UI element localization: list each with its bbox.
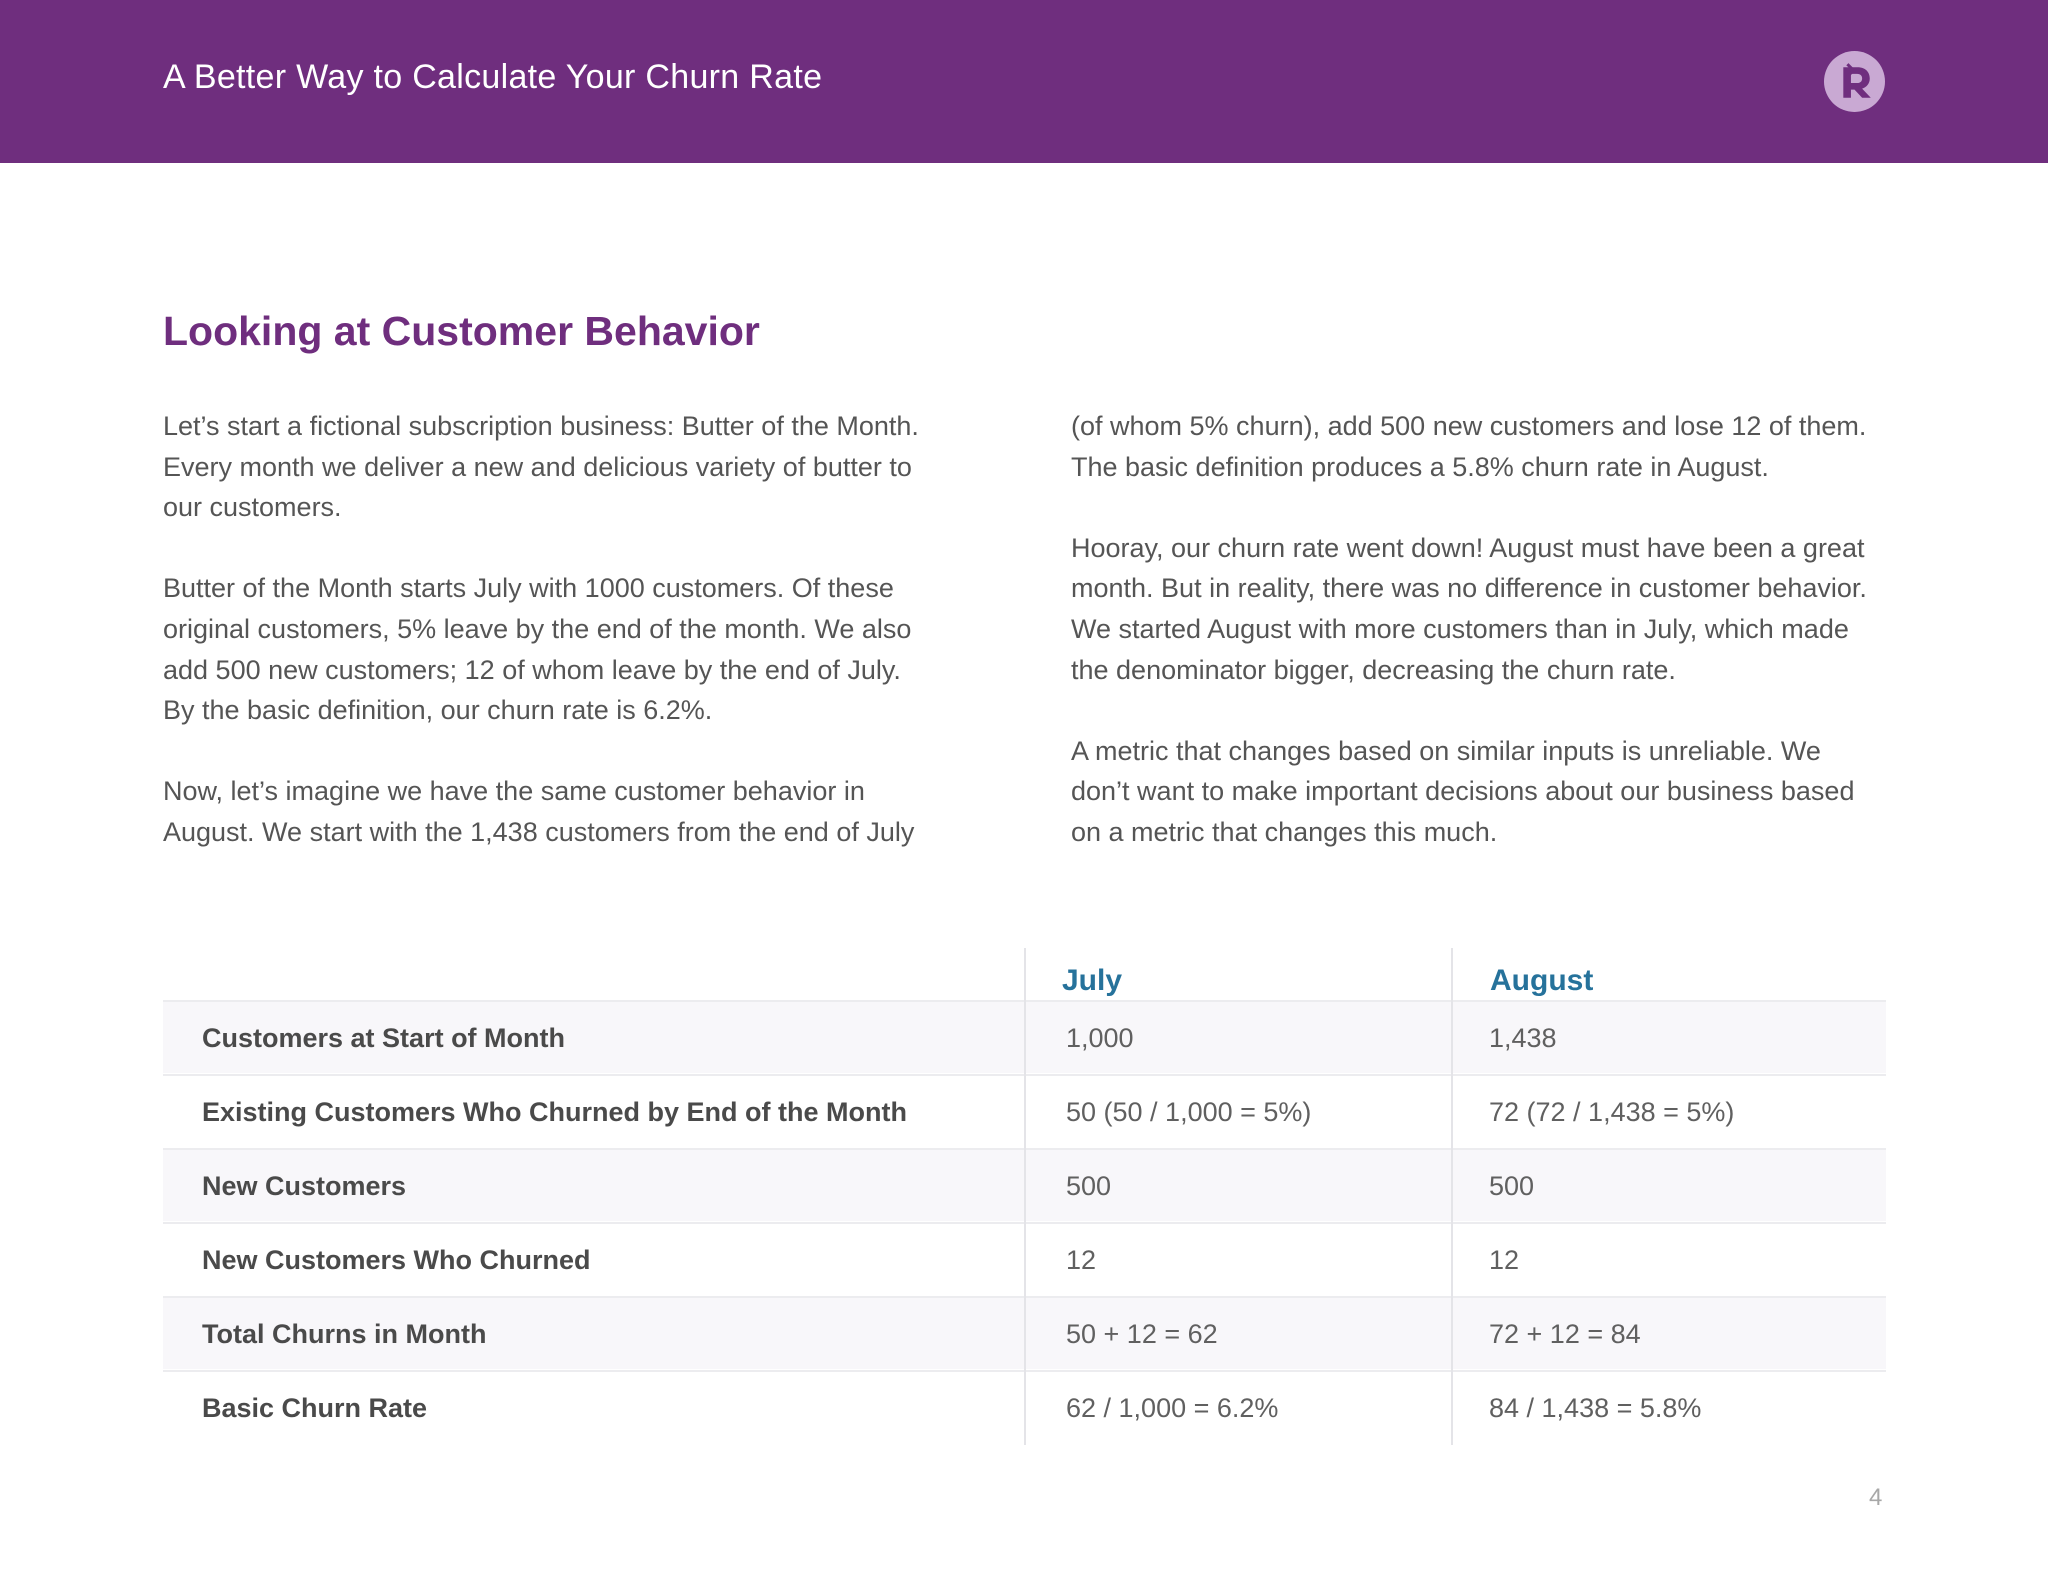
row-label: New Customers Who Churned (202, 1245, 591, 1275)
august-value: 1,438 (1489, 1023, 1557, 1053)
column-header-july: July (1062, 964, 1123, 997)
column-divider (1024, 948, 1026, 1445)
left-text-column (163, 406, 953, 893)
row-label: New Customers (202, 1171, 407, 1201)
column-header-august: August (1490, 964, 1594, 997)
paragraph: Now, let’s imagine we have the same customer behavior in August. We start with the 1,438 customers from the end of July (163, 776, 915, 847)
row-label: Total Churns in Month (202, 1319, 487, 1349)
paragraph: Butter of the Month starts July with 1000 customers. Of these original customers, 5% leave by the end of the month. We also add 500 new customers; 12 of whom leave by the end of July. By the basic definition, our churn rate is 6.2%. (163, 573, 912, 726)
paragraph: (of whom 5% churn), add 500 new customers and lose 12 of them. The basic definition produces a 5.8% churn rate in August. (1071, 411, 1867, 482)
august-value: 72 (72 / 1,438 = 5%) (1489, 1097, 1735, 1127)
july-value: 12 (1066, 1245, 1097, 1275)
column-divider (1451, 948, 1453, 1445)
july-value: 50 + 12 = 62 (1066, 1319, 1218, 1349)
row-label: Customers at Start of Month (202, 1023, 566, 1053)
august-value: 500 (1489, 1171, 1535, 1201)
july-value: 500 (1066, 1171, 1112, 1201)
row-label: Basic Churn Rate (202, 1393, 428, 1423)
churn-comparison-table (163, 948, 1886, 1445)
paragraph: A metric that changes based on similar inputs is unreliable. We don’t want to make important decisions about our business based on a metric that changes this much. (1071, 735, 1855, 847)
paragraph: Hooray, our churn rate went down! August must have been a great month. But in reality, there was no difference in customer behavior. We started August with more customers than in July, which made the denominator bigger, decreasing the churn rate. (1071, 532, 1867, 685)
recurly-r-logo-icon (1824, 51, 1885, 112)
july-value: 62 / 1,000 = 6.2% (1066, 1393, 1279, 1423)
august-value: 72 + 12 = 84 (1489, 1319, 1641, 1349)
august-value: 12 (1489, 1245, 1520, 1275)
august-value: 84 / 1,438 = 5.8% (1489, 1393, 1702, 1423)
right-text-column (1071, 406, 1901, 893)
header-banner (0, 0, 2048, 163)
document-title: A Better Way to Calculate Your Churn Rate (163, 58, 823, 96)
paragraph: Let’s start a fictional subscription business: Butter of the Month. Every month we deliver a new and delicious variety of butter to our customers. (163, 411, 919, 523)
july-value: 1,000 (1066, 1023, 1134, 1053)
page-number: 4 (1869, 1484, 1883, 1511)
row-label: Existing Customers Who Churned by End of the Month (202, 1097, 907, 1127)
july-value: 50 (50 / 1,000 = 5%) (1066, 1097, 1312, 1127)
section-heading: Looking at Customer Behavior (163, 308, 760, 354)
